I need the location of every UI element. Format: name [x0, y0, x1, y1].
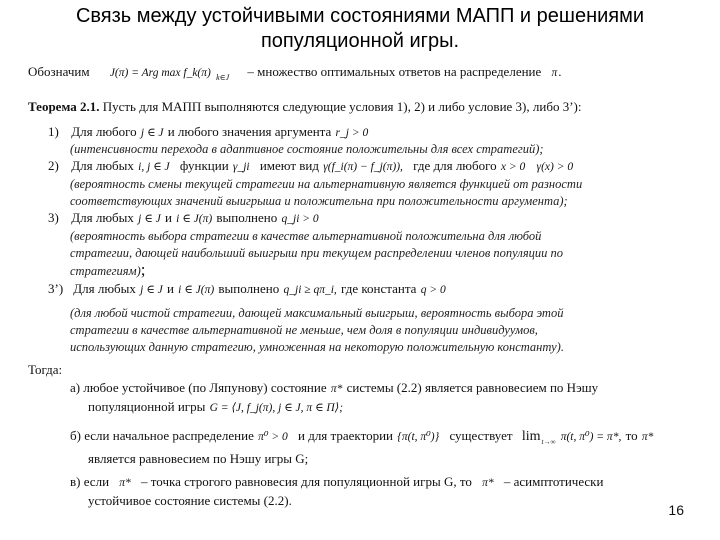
conclusion-text: – асимптотически: [503, 474, 604, 489]
condition-text: выполнено: [216, 210, 278, 225]
condition-text: Для любых: [73, 281, 136, 296]
condition-3-prime-note-line-2: стратегии в качестве альтернативной не меньше, чем доля в популяции индивидуумов,: [70, 323, 538, 337]
condition-3-note-line-3: [70, 262, 145, 279]
condition-3-note-line-1: (вероятность выбора стратегии в качестве альтернативной положительна для любой: [70, 229, 542, 243]
condition-1: [48, 124, 369, 141]
formula: q_ji > 0: [281, 213, 319, 225]
condition-text: Для любых: [71, 210, 134, 225]
conclusion-a-line-1: [70, 380, 598, 397]
theorem-line: [28, 99, 581, 115]
intro-formula-sub: k∈J: [216, 72, 230, 82]
condition-text: где константа: [341, 281, 417, 296]
intro-end: .: [558, 64, 562, 79]
condition-text: выполнено: [218, 281, 280, 296]
condition-text: функции: [179, 158, 229, 173]
formula: π*: [119, 477, 131, 489]
slide-title: Связь между устойчивыми состояниями МАПП и решениями популяционной игры.: [75, 5, 645, 52]
conclusion-text: существует: [449, 428, 513, 443]
condition-3: [48, 210, 320, 227]
conclusion-text: б) если начальное распределение: [70, 428, 254, 443]
formula: q > 0: [420, 284, 446, 296]
conclusion-text: системы (2.2) является равновесием по Нэшу: [346, 380, 599, 395]
conclusion-text: в) если: [70, 474, 110, 489]
condition-1-note: (интенсивности перехода в адаптивное состояние положительны для всех стратегий);: [70, 142, 544, 156]
condition-3-prime-note-line-1: (для любой чистой стратегии, дающей максимальный выигрыш, вероятность выбора этой: [70, 306, 564, 320]
theorem-text: Пусть для МАПП выполняются следующие условия 1), 2) и либо условие 3), либо 3’):: [102, 99, 582, 114]
condition-text: Для любого: [71, 124, 137, 139]
formula: π(t, π⁰) = π*,: [560, 431, 622, 443]
formula: {π(t, π⁰)}: [397, 431, 440, 443]
condition-text: имеют вид: [259, 158, 319, 173]
formula: π*: [330, 383, 343, 395]
formula: r_j > 0: [335, 127, 369, 139]
formula: π*: [641, 431, 654, 443]
note-text: стратегиям): [70, 264, 141, 278]
conclusion-text: а) любое устойчивое (по Ляпунову) состояние: [70, 380, 327, 395]
note-end: ;: [140, 260, 146, 279]
condition-text: где для любого: [413, 158, 497, 173]
conclusion-b-line-2: является равновесием по Нэшу игры G;: [88, 451, 309, 466]
condition-number: 3): [48, 210, 59, 225]
conclusion-text: – точка строгого равновесия для популяционной игры G, то: [141, 474, 472, 489]
then-label: Тогда:: [28, 362, 63, 377]
condition-text: и: [164, 210, 172, 225]
intro-line: [28, 64, 562, 86]
formula: j ∈ J: [138, 213, 161, 225]
theorem-label: Теорема 2.1.: [28, 99, 100, 114]
limit-subscript: t→∞: [541, 437, 556, 446]
formula: j ∈ J: [140, 127, 164, 139]
condition-number: 3’): [48, 281, 64, 296]
conclusion-text: популяционной игры: [88, 399, 206, 414]
conclusion-c-line-1: [70, 474, 603, 491]
formula: γ_ji: [232, 161, 250, 173]
condition-2-note-line-2: соответствующих значений выигрыша и положительна при положительности аргумента);: [70, 194, 568, 208]
formula: i ∈ J(π): [178, 284, 215, 296]
condition-text: Для любых: [71, 158, 134, 173]
conclusion-text: то: [625, 428, 638, 443]
formula: γ(f_i(π) − f_j(π)),: [323, 161, 403, 173]
conclusion-c-line-2: устойчивое состояние системы (2.2).: [88, 493, 292, 508]
condition-text: и любого значения аргумента: [167, 124, 332, 139]
formula: π*: [482, 477, 494, 489]
condition-3-prime: [48, 281, 447, 298]
intro-formula: J(π) = Arg max f_k(π): [109, 67, 211, 79]
condition-text: и: [166, 281, 174, 296]
formula: G = ⟨J, f_j(π), j ∈ J, π ∈ Π⟩;: [209, 402, 344, 414]
condition-number: 1): [48, 124, 59, 139]
formula: q_ji ≥ qπ_i,: [283, 284, 337, 296]
formula: j ∈ J: [140, 284, 163, 296]
formula: i ∈ J(π): [176, 213, 213, 225]
page-number: 16: [668, 502, 684, 518]
intro-suffix: – множество оптимальных ответов на распределение: [247, 64, 542, 79]
conclusion-text: и для траектории: [298, 428, 393, 443]
condition-number: 2): [48, 158, 59, 173]
formula: γ(x) > 0: [536, 161, 574, 173]
formula: π⁰ > 0: [258, 431, 288, 443]
formula: x > 0: [500, 161, 526, 173]
conclusion-b-line-1: [70, 428, 654, 450]
condition-2-note-line-1: (вероятность смены текущей стратегии на альтернативную является функцией от разности: [70, 177, 583, 191]
intro-prefix: Обозначим: [28, 64, 90, 79]
condition-3-note-line-2: стратегии, дающей наибольший выигрыш при текущем распределении членов популяции по: [70, 246, 564, 260]
formula: i, j ∈ J: [138, 161, 170, 173]
limit-operator: lim: [521, 429, 541, 444]
intro-symbol: π: [551, 67, 558, 79]
conclusion-a-line-2: [88, 399, 344, 416]
condition-3-prime-note-line-3: использующих данную стратегию, умноженная на некоторую положительную константу).: [70, 340, 564, 354]
condition-2: [48, 158, 574, 175]
